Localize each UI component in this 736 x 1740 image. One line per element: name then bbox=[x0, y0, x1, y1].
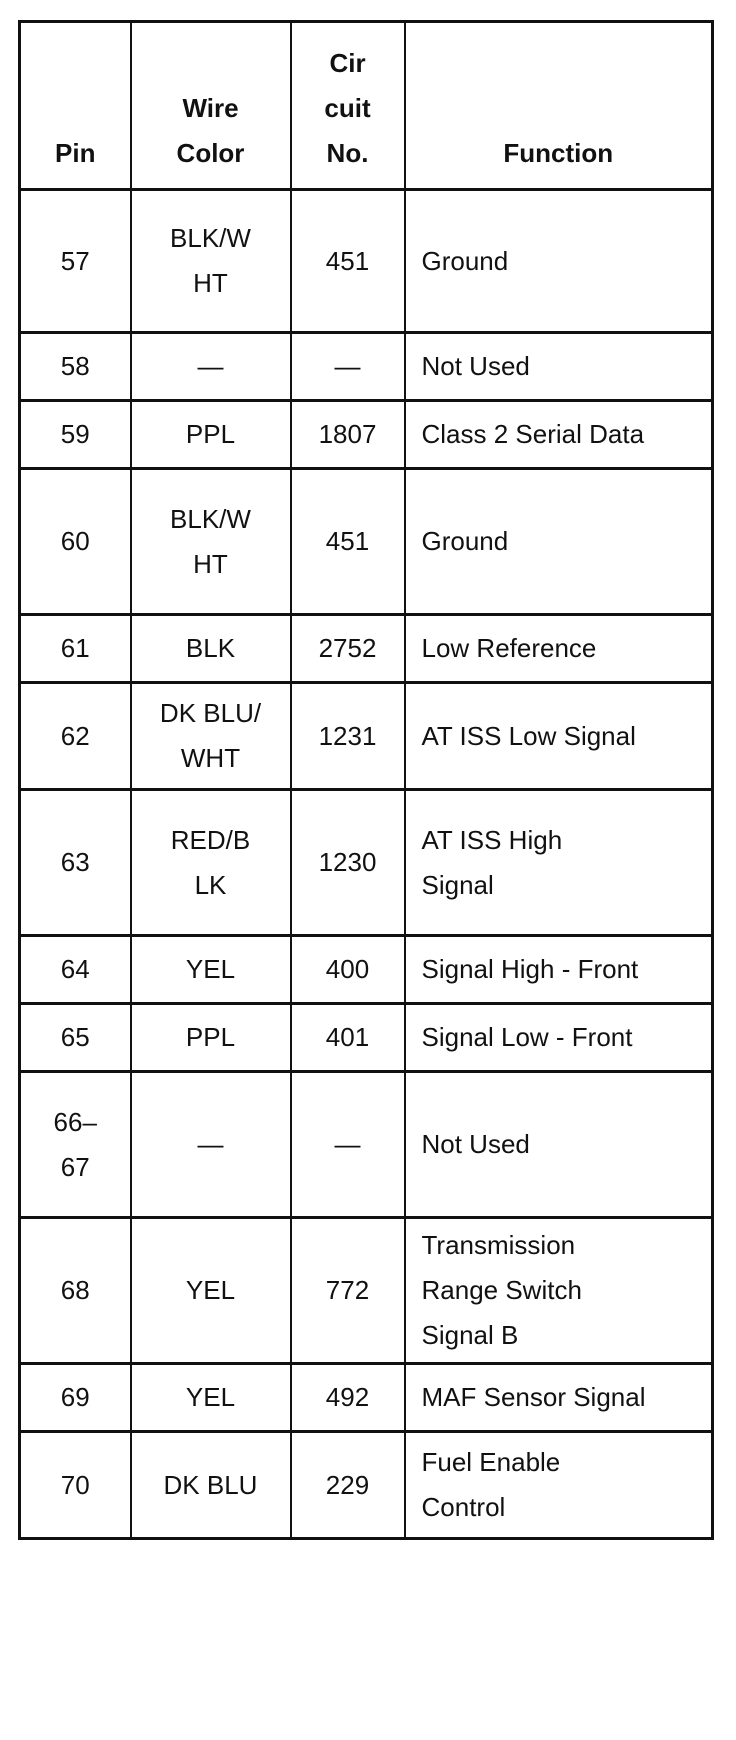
function-cell: Signal High - Front bbox=[405, 936, 713, 1004]
table-row bbox=[20, 1364, 713, 1432]
circuit-number-cell: 2752 bbox=[291, 615, 405, 683]
header-circuit-no: Cir cuit No. bbox=[291, 22, 405, 190]
function-cell: Ground bbox=[405, 469, 713, 615]
pin-cell: 70 bbox=[20, 1432, 131, 1539]
table-row bbox=[20, 190, 713, 333]
circuit-number-cell: 451 bbox=[291, 190, 405, 333]
table-row bbox=[20, 469, 713, 615]
table-row bbox=[20, 615, 713, 683]
pin-cell: 62 bbox=[20, 683, 131, 790]
pin-cell: 64 bbox=[20, 936, 131, 1004]
function-cell: MAF Sensor Signal bbox=[405, 1364, 713, 1432]
table-row bbox=[20, 936, 713, 1004]
wire-color-cell: PPL bbox=[131, 401, 291, 469]
table-row bbox=[20, 401, 713, 469]
function-cell: Class 2 Serial Data bbox=[405, 401, 713, 469]
function-cell: Low Reference bbox=[405, 615, 713, 683]
wire-color-cell: YEL bbox=[131, 936, 291, 1004]
function-cell: Not Used bbox=[405, 1072, 713, 1218]
wire-color-cell: — bbox=[131, 1072, 291, 1218]
header-function: Function bbox=[405, 22, 713, 190]
connector-pinout-table bbox=[18, 20, 714, 1540]
function-cell: Signal Low - Front bbox=[405, 1004, 713, 1072]
circuit-number-cell: 451 bbox=[291, 469, 405, 615]
pin-cell: 61 bbox=[20, 615, 131, 683]
wire-color-cell: YEL bbox=[131, 1218, 291, 1364]
pin-cell: 57 bbox=[20, 190, 131, 333]
pin-cell: 58 bbox=[20, 333, 131, 401]
pinout-table-container bbox=[18, 20, 714, 1540]
circuit-number-cell: — bbox=[291, 1072, 405, 1218]
circuit-number-cell: 400 bbox=[291, 936, 405, 1004]
table-row bbox=[20, 683, 713, 790]
table-row bbox=[20, 333, 713, 401]
pin-cell: 66– 67 bbox=[20, 1072, 131, 1218]
wire-color-cell: YEL bbox=[131, 1364, 291, 1432]
circuit-number-cell: 492 bbox=[291, 1364, 405, 1432]
function-cell: Not Used bbox=[405, 333, 713, 401]
pin-cell: 59 bbox=[20, 401, 131, 469]
function-cell: Transmission Range Switch Signal B bbox=[405, 1218, 713, 1364]
table-row bbox=[20, 1432, 713, 1539]
table-row bbox=[20, 1218, 713, 1364]
wire-color-cell: DK BLU/ WHT bbox=[131, 683, 291, 790]
wire-color-cell: DK BLU bbox=[131, 1432, 291, 1539]
pin-cell: 65 bbox=[20, 1004, 131, 1072]
wire-color-cell: BLK/W HT bbox=[131, 190, 291, 333]
circuit-number-cell: 229 bbox=[291, 1432, 405, 1539]
wire-color-cell: BLK bbox=[131, 615, 291, 683]
table-row bbox=[20, 1072, 713, 1218]
wire-color-cell: — bbox=[131, 333, 291, 401]
header-row bbox=[20, 22, 713, 190]
circuit-number-cell: 1231 bbox=[291, 683, 405, 790]
wire-color-cell: PPL bbox=[131, 1004, 291, 1072]
header-pin: Pin bbox=[20, 22, 131, 190]
circuit-number-cell: 401 bbox=[291, 1004, 405, 1072]
pin-cell: 69 bbox=[20, 1364, 131, 1432]
pin-cell: 68 bbox=[20, 1218, 131, 1364]
pin-cell: 63 bbox=[20, 790, 131, 936]
circuit-number-cell: 1230 bbox=[291, 790, 405, 936]
function-cell: Ground bbox=[405, 190, 713, 333]
pin-cell: 60 bbox=[20, 469, 131, 615]
wire-color-cell: RED/B LK bbox=[131, 790, 291, 936]
table-row bbox=[20, 790, 713, 936]
table-row bbox=[20, 1004, 713, 1072]
circuit-number-cell: 772 bbox=[291, 1218, 405, 1364]
function-cell: Fuel Enable Control bbox=[405, 1432, 713, 1539]
function-cell: AT ISS Low Signal bbox=[405, 683, 713, 790]
circuit-number-cell: — bbox=[291, 333, 405, 401]
header-wire-color: Wire Color bbox=[131, 22, 291, 190]
function-cell: AT ISS High Signal bbox=[405, 790, 713, 936]
circuit-number-cell: 1807 bbox=[291, 401, 405, 469]
wire-color-cell: BLK/W HT bbox=[131, 469, 291, 615]
